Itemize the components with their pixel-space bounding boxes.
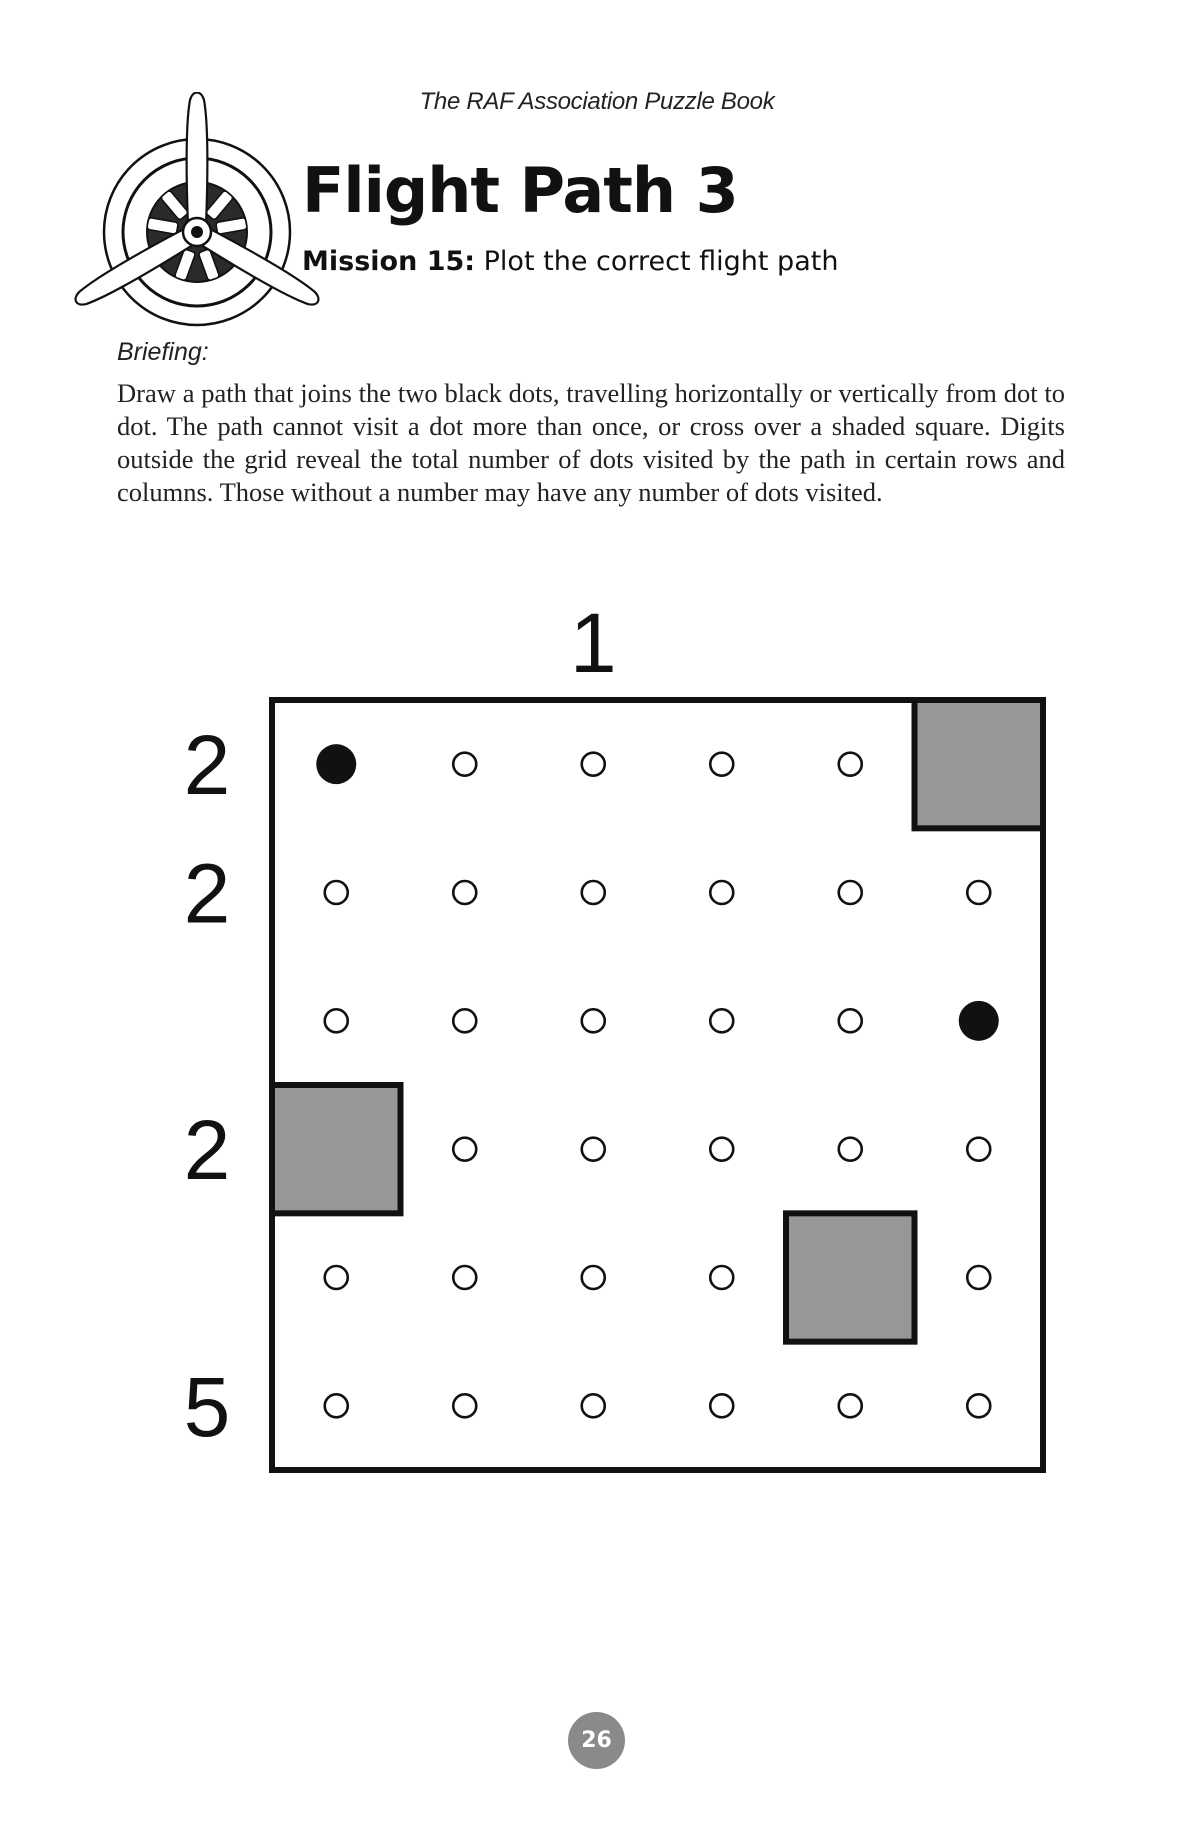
grid-dot: [839, 1138, 862, 1161]
grid-dot: [453, 1266, 476, 1289]
grid-dot: [582, 1009, 605, 1032]
grid-dot: [839, 753, 862, 776]
grid-dot: [710, 1394, 733, 1417]
black-dot: [959, 1001, 999, 1041]
row-clue: 2: [183, 718, 231, 813]
grid-dot: [453, 881, 476, 904]
shaded-square: [915, 700, 1044, 828]
grid-dot: [453, 1138, 476, 1161]
grid-dot: [325, 1009, 348, 1032]
grid-dot: [710, 1266, 733, 1289]
grid-dot: [582, 753, 605, 776]
column-clue: 1: [569, 596, 617, 690]
grid-dot: [325, 1394, 348, 1417]
black-dot: [316, 744, 356, 784]
grid-dot: [710, 1009, 733, 1032]
grid-dot: [710, 753, 733, 776]
grid-dot: [710, 881, 733, 904]
grid-dot: [453, 1009, 476, 1032]
page-number-badge: 26: [568, 1712, 625, 1769]
grid-dot: [582, 1266, 605, 1289]
mission-text: Plot the correct flight path: [475, 246, 839, 277]
grid-dot: [967, 1138, 990, 1161]
grid-dot: [967, 881, 990, 904]
grid-dot: [453, 1394, 476, 1417]
grid-dot: [839, 1009, 862, 1032]
grid-dot: [967, 1394, 990, 1417]
grid-dot: [582, 1138, 605, 1161]
row-clue: 2: [183, 1103, 231, 1198]
shaded-square: [786, 1213, 915, 1341]
puzzle-title: Flight Path 3: [302, 154, 738, 227]
grid-dot: [839, 881, 862, 904]
grid-dot: [710, 1138, 733, 1161]
row-clue: 5: [183, 1359, 231, 1454]
briefing-text: Draw a path that joins the two black dots, travelling horizontally or vertically from dot to dot. The path cannot visit a dot more than once, or cross over a shaded square. Digits outside the grid reveal the total number of dots visited by the path in certain rows and columns. Those without a number may have any number of dots visited.: [117, 378, 1065, 507]
mission-label: Mission 15:: [302, 246, 476, 277]
grid-dot: [582, 881, 605, 904]
grid-dot: [325, 881, 348, 904]
row-clue: 2: [183, 846, 231, 941]
grid-dot: [967, 1266, 990, 1289]
briefing-label: Briefing:: [117, 338, 209, 366]
shaded-square: [272, 1085, 401, 1213]
grid-dot: [325, 1266, 348, 1289]
grid-dot: [839, 1394, 862, 1417]
grid-dot: [453, 753, 476, 776]
grid-dot: [582, 1394, 605, 1417]
book-title: The RAF Association Puzzle Book: [419, 88, 775, 115]
